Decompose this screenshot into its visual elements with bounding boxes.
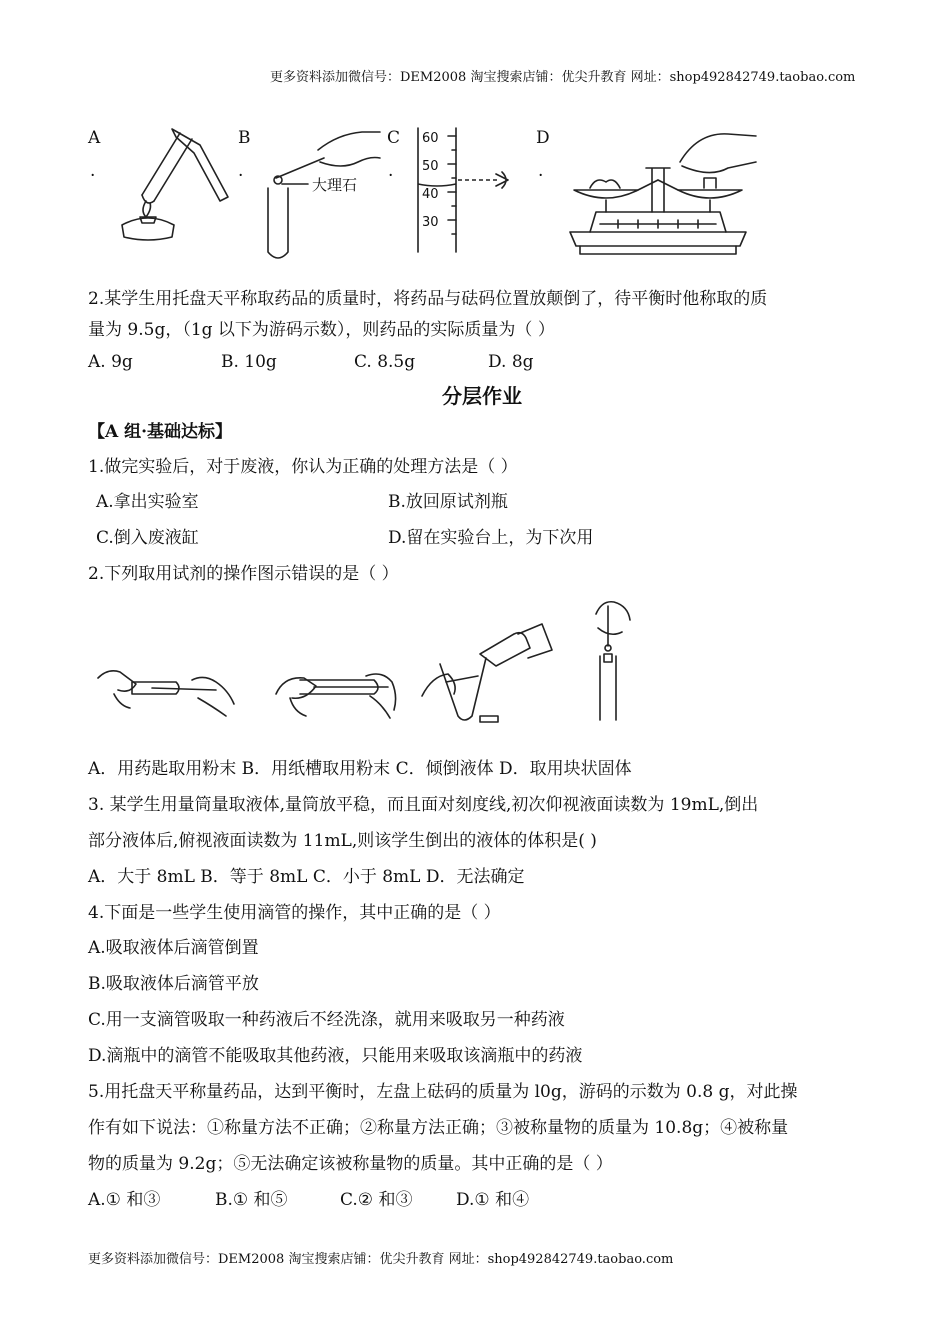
figure-a-heating-tube [110,125,230,243]
q4-option-d: D.滴瓶中的滴管不能吸取其他药液，只能用来吸取该滴瓶中的药液 [88,1046,583,1066]
q4-option-b: B.吸取液体后滴管平放 [88,974,259,994]
q1-option-d: D.留在实验台上，为下次用 [388,528,594,548]
figure2-a-spoon-powder [96,660,238,726]
section-title: 分层作业 [442,384,522,408]
page-footer: 更多资料添加微信号：DEM2008 淘宝搜索店铺：优尖升教育 网址：shop492842749.taobao.com [88,1252,674,1267]
page-header: 更多资料添加微信号：DEM2008 淘宝搜索店铺：优尖升教育 网址：shop492842749.taobao.com [270,70,856,85]
q-prev2-option-c: C. 8.5g [354,352,416,372]
figure1-label-c: C [387,128,401,148]
figure2-c-pouring-liquid [418,604,556,724]
q5-option-d: D.① 和④ [456,1190,530,1210]
q2-stem: 2.下列取用试剂的操作图示错误的是（ ） [88,564,399,584]
figure2-d-block-solid [580,598,640,726]
q5-line2: 作有如下说法：①称量方法不正确；②称量方法正确；③被称量物的质量为 10.8g；④被称量 [88,1118,789,1138]
q4-option-a: A.吸取液体后滴管倒置 [88,938,259,958]
q5-line1: 5.用托盘天平称量药品，达到平衡时，左盘上砝码的质量为 l0g，游码的示数为 0.8 g，对此操 [88,1082,798,1102]
figure2-b-paper-trough [270,660,400,726]
tick-60: 60 [422,131,439,146]
figure1-label-d: D [536,128,550,148]
figure-c-graduated-cylinder [410,126,522,256]
figure-d-balance [560,128,760,264]
q4-stem: 4.下面是一些学生使用滴管的操作，其中正确的是（ ） [88,903,501,923]
q1-option-c: C.倒入废液缸 [96,528,199,548]
q1-stem: 1.做完实验后，对于废液，你认为正确的处理方法是（ ） [88,457,518,477]
q3-line2: 部分液体后,俯视液面读数为 11mL,则该学生倒出的液体的体积是( ) [88,831,597,851]
q-prev2-line1: 2.某学生用托盘天平称取药品的质量时，将药品与砝码位置放颠倒了，待平衡时他称取的质 [88,289,768,309]
figure1-dot-d: · [538,166,544,186]
q1-option-a: A.拿出实验室 [96,492,199,512]
figure1-dot-c: · [388,166,394,186]
q5-option-c: C.② 和③ [340,1190,413,1210]
tick-30: 30 [422,215,439,230]
q3-line1: 3. 某学生用量筒量取液体,量筒放平稳，而且面对刻度线,初次仰视液面读数为 19mL,倒出 [88,795,759,815]
group-title: 【A 组·基础达标】 [88,422,233,442]
tick-50: 50 [422,159,439,174]
q-prev2-line2: 量为 9.5g，（1g 以下为游码示数），则药品的实际质量为（ ） [88,320,555,340]
q-prev2-option-b: B. 10g [221,352,277,372]
q4-option-c: C.用一支滴管吸取一种药液后不经洗涤，就用来吸取另一种药液 [88,1010,565,1030]
figure1-label-a: A [88,128,101,148]
tick-40: 40 [422,187,439,202]
q-prev2-option-d: D. 8g [488,352,534,372]
figure1-label-b: B [238,128,251,148]
figure-b-marble-tube [258,128,388,264]
q5-option-a: A.① 和③ [88,1190,161,1210]
q3-options: A．大于 8mL B．等于 8mL C．小于 8mL D．无法确定 [88,867,525,887]
q1-option-b: B.放回原试剂瓶 [388,492,508,512]
q5-line3: 物的质量为 9.2g；⑤无法确定该被称量物的质量。其中正确的是（ ） [88,1154,613,1174]
q2-options: A．用药匙取用粉末 B．用纸槽取用粉末 C．倾倒液体 D．取用块状固体 [88,759,632,779]
figure1-dot-a: · [90,166,96,186]
q-prev2-option-a: A. 9g [88,352,133,372]
q5-option-b: B.① 和⑤ [215,1190,288,1210]
figure1-dot-b: · [238,166,244,186]
marble-label: 大理石 [312,176,358,194]
